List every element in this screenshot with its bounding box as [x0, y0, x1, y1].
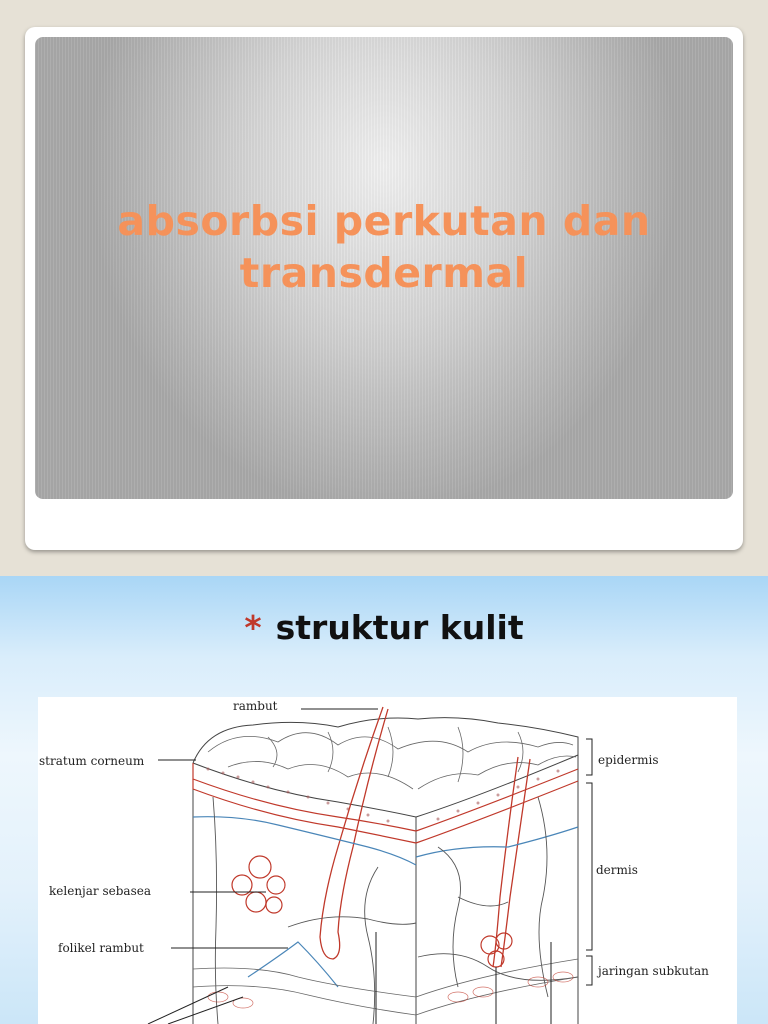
label-kelenjar-sebasea: kelenjar sebasea: [49, 884, 151, 898]
label-jaringan-subkutan: jaringan subkutan: [598, 964, 709, 978]
slide-heading-text: struktur kulit: [275, 608, 524, 647]
label-dermis: dermis: [596, 863, 638, 877]
label-stratum-corneum: stratum corneum: [39, 754, 145, 768]
content-slide: [0, 576, 768, 1024]
label-rambut: rambut: [233, 699, 278, 713]
slide-heading: [0, 608, 768, 647]
title-slide-panel: [35, 37, 733, 499]
skin-structure-diagram: [38, 697, 737, 1024]
slide-title: absorbsi perkutan dan transdermal: [117, 197, 651, 297]
label-folikel-rambut: folikel rambut: [58, 941, 144, 955]
title-slide: [25, 27, 743, 550]
bullet-asterisk-icon: *: [244, 608, 262, 647]
label-epidermis: epidermis: [598, 753, 659, 767]
